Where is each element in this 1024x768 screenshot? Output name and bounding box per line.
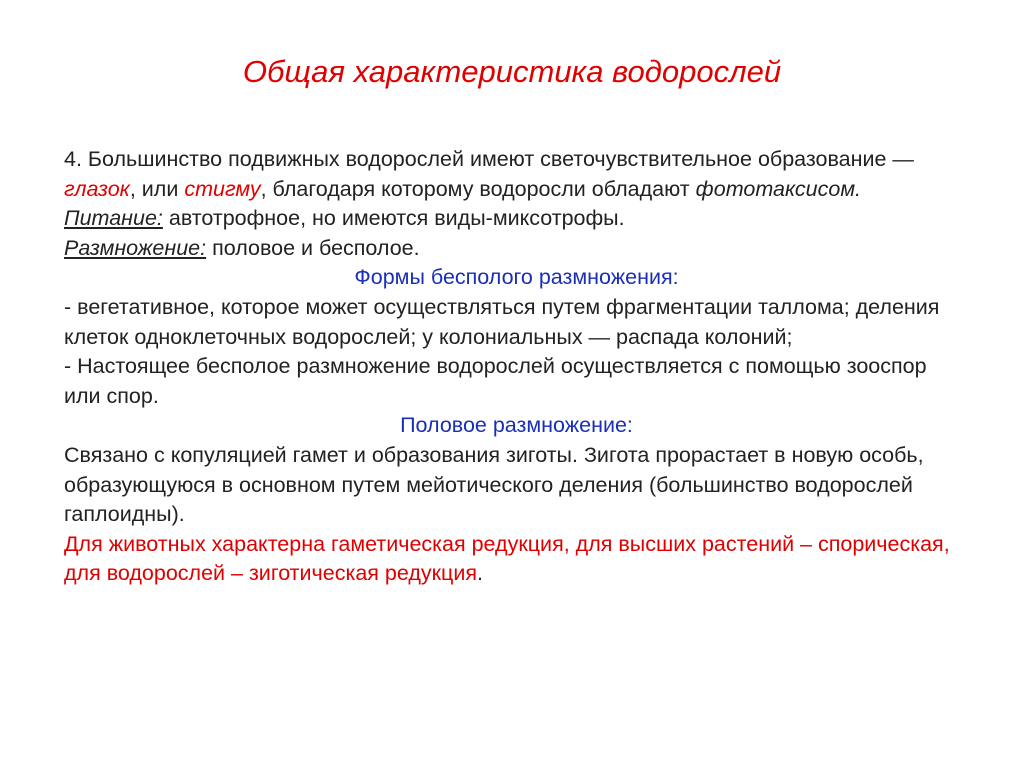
connector-text: , или bbox=[129, 176, 185, 201]
asexual-heading: Формы бесполого размножения: bbox=[354, 265, 679, 290]
term-eyespot: глазок bbox=[64, 176, 130, 201]
nutrition-text: автотрофное, но имеются виды-миксотрофы. bbox=[162, 206, 625, 231]
sexual-text: Связано с копуляцией гамет и образования зиготы. Зигота прорастает в новую особь, образующуюся в основном путем мейотического деления (большинство водорослей гаплоидны). bbox=[64, 442, 924, 527]
asexual-item-vegetative: - вегетативное, которое может осуществляться путем фрагментации таллома; деления клеток одноклеточных водорослей; у колониальных — распада колоний; bbox=[64, 294, 940, 349]
reduction-paragraph bbox=[64, 530, 969, 589]
paragraph-eyespot-continuation: , благодаря которому водоросли обладают bbox=[260, 176, 696, 201]
nutrition-line bbox=[64, 204, 969, 234]
reproduction-line bbox=[64, 234, 969, 264]
reduction-period: . bbox=[477, 561, 483, 586]
term-stigma: стигму bbox=[184, 176, 261, 201]
nutrition-label: Питание: bbox=[64, 206, 163, 231]
paragraph-eyespot bbox=[64, 145, 969, 204]
asexual-item-true: - Настоящее бесполое размножение водорослей осуществляется с помощью зооспор или спор. bbox=[64, 354, 927, 408]
slide-title: Общая характеристика водорослей bbox=[242, 54, 782, 89]
slide-body bbox=[64, 145, 969, 589]
paragraph-eyespot-text: 4. Большинство подвижных водорослей имеют светочувствительное образование — bbox=[64, 147, 914, 171]
sexual-heading: Половое размножение: bbox=[400, 413, 633, 438]
reproduction-text: половое и бесполое. bbox=[206, 235, 420, 260]
term-phototaxis: фототаксисом. bbox=[695, 176, 862, 201]
reduction-text: Для животных характерна гаметическая редукция, для высших растений – спорическая, для водорослей – зиготическая редукция bbox=[64, 531, 950, 586]
reproduction-label: Размножение: bbox=[64, 235, 207, 260]
